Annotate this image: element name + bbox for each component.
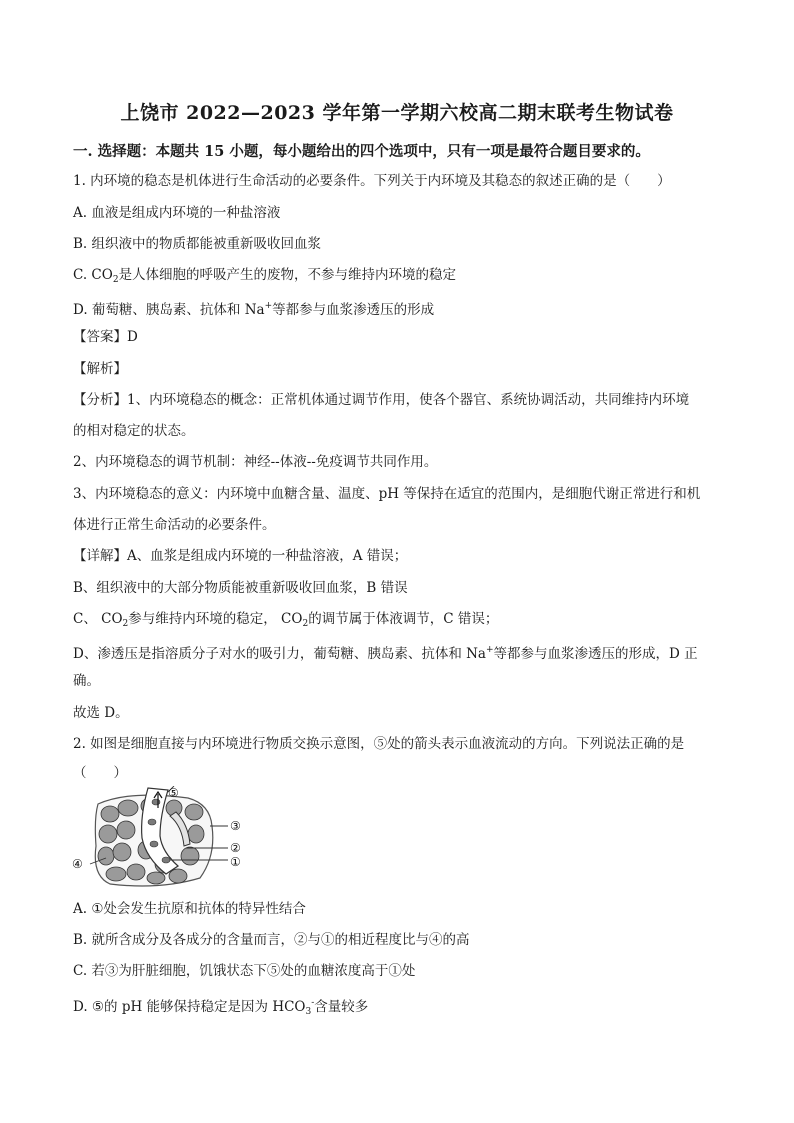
- q2-option-d-sub: 3: [305, 1007, 312, 1017]
- cell-exchange-diagram: [70, 786, 250, 890]
- q2-option-b: B. 就所含成分及各成分的含量而言，②与①的相近程度比与④的高: [73, 932, 470, 948]
- q1-option-d-post: 等都参与血浆渗透压的形成: [272, 302, 435, 318]
- fenxi-1b: 的相对稳定的状态。: [73, 423, 195, 439]
- xiangjie-c-3: 的调节属于体液调节，C 错误；: [308, 611, 499, 627]
- fenxi-3b: 体进行正常生命活动的必要条件。: [73, 517, 276, 533]
- xiangjie-d: [73, 641, 698, 663]
- section-header: 一. 选择题：本题共 15 小题，每小题给出的四个选项中，只有一项是最符合题目要求的。: [73, 143, 650, 160]
- q2-stem-bracket: （ ）: [73, 765, 127, 781]
- xiangjie-c-sub1: 2: [122, 619, 129, 629]
- q1-option-c-post: 是人体细胞的呼吸产生的废物，不参与维持内环境的稳定: [118, 267, 457, 283]
- answer-value: D: [127, 329, 138, 345]
- fig-label-4: ④: [72, 857, 83, 871]
- xiangjie-b: B、组织液中的大部分物质能被重新吸收回血浆，B 错误: [73, 580, 408, 596]
- q2-option-d-post: 含量较多: [314, 999, 369, 1015]
- analysis-tag: 【解析】: [73, 361, 127, 377]
- fig-label-3: ③: [230, 819, 241, 833]
- page-title: 上饶市 2022—2023 学年第一学期六校高二期末联考生物试卷: [120, 102, 674, 124]
- xiangjie-c: [73, 610, 498, 633]
- fig-label-1: ①: [230, 855, 241, 869]
- q2-option-d: [73, 994, 368, 1021]
- answer-tag: 【答案】: [73, 329, 127, 345]
- xiangjie-c-1: C、 CO: [73, 611, 123, 627]
- q1-option-d-sup: +: [264, 301, 273, 311]
- xiangjie-d-1: D、渗透压是指溶质分子对水的吸引力，葡萄糖、胰岛素、抗体和 Na: [73, 646, 486, 662]
- fenxi-tag: 【分析】: [73, 392, 127, 408]
- xiangjie-c-2: 参与维持内环境的稳定， CO: [128, 611, 303, 627]
- q1-option-c-pre: C. CO: [73, 267, 113, 283]
- q1-option-a: A. 血液是组成内环境的一种盐溶液: [73, 205, 281, 221]
- xiangjie-d-sup: +: [485, 645, 494, 655]
- fenxi-2: 2、内环境稳态的调节机制：神经--体液--免疫调节共同作用。: [73, 454, 438, 470]
- xiangjie-a: A、血浆是组成内环境的一种盐溶液，A 错误；: [127, 548, 408, 564]
- xiangjie-d-cont: 确。: [73, 673, 100, 689]
- fenxi-line-1: [73, 391, 689, 409]
- q1-conclusion: 故选 D。: [73, 705, 129, 721]
- q2-option-a: A. ①处会发生抗原和抗体的特异性结合: [73, 901, 306, 917]
- q1-option-d-pre: D. 葡萄糖、胰岛素、抗体和 Na: [73, 302, 265, 318]
- xiangjie-d-2: 等都参与血浆渗透压的形成，D 正: [493, 646, 698, 662]
- q2-option-d-pre: D. ⑤的 pH 能够保持稳定是因为 HCO: [73, 999, 306, 1015]
- q1-option-c: [73, 266, 456, 289]
- q1-option-c-sub: 2: [112, 275, 119, 285]
- xiangjie-tag: 【详解】: [73, 548, 127, 564]
- q1-answer: [73, 328, 138, 346]
- q1-option-b: B. 组织液中的物质都能被重新吸收回血浆: [73, 236, 322, 252]
- fig-label-5: ⑤: [168, 786, 179, 800]
- q2-option-d-sup: -: [311, 998, 315, 1008]
- xiangjie-c-sub2: 2: [302, 619, 309, 629]
- q1-stem: 1. 内环境的稳态是机体进行生命活动的必要条件。下列关于内环境及其稳态的叙述正确的是（ ）: [73, 173, 671, 189]
- q2-stem: 2. 如图是细胞直接与内环境进行物质交换示意图，⑤处的箭头表示血液流动的方向。下列说法正确的是: [73, 736, 685, 752]
- fenxi-3a: 3、内环境稳态的意义：内环境中血糖含量、温度、pH 等保持在适宜的范围内，是细胞代谢正常进行和机: [73, 486, 701, 502]
- xiangjie-line-a: [73, 547, 407, 565]
- q1-option-d: [73, 297, 434, 319]
- fig-label-2: ②: [230, 841, 241, 855]
- fenxi-1a: 1、内环境稳态的概念：正常机体通过调节作用，使各个器官、系统协调活动，共同维持内环境: [127, 392, 690, 408]
- q2-option-c: C. 若③为肝脏细胞，饥饿状态下⑤处的血糖浓度高于①处: [73, 963, 416, 979]
